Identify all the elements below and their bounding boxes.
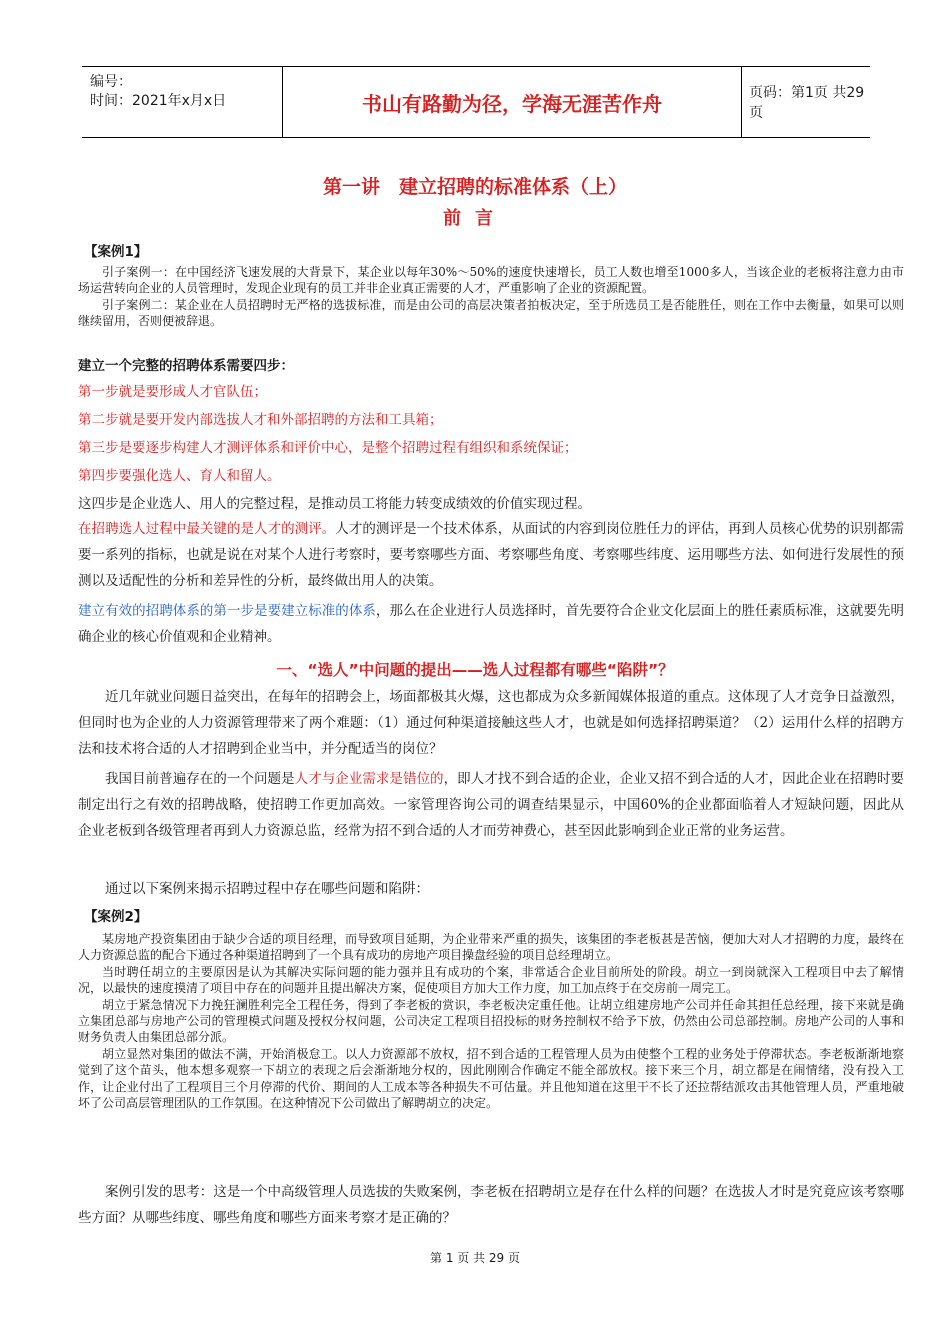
evaluation-highlight: 在招聘选人过程中最关键的是人才的测评。 [78, 521, 336, 537]
reflection-text: 案例引发的思考：这是一个中高级管理人员选拔的失败案例，李老板在招聘胡立是存在什么样的问题？在选拔人才时是究竟应该考察哪些方面？从哪些纬度、哪些角度和哪些方面来考察才是正确的？ [78, 1184, 904, 1226]
case2-paragraph-3: 胡立于紧急情况下力挽狂澜胜利完全工程任务，得到了李老板的赏识，李老板决定重任他。让胡立组建房地产公司并任命其担任总经理，接下来就是确立集团总部与房地产公司的管理模式问题及授权分权问题，公司决定工程项目招投标的财务控制权不给予下放，仍然由公司总部控制。房地产公司的人事和财务负责人由集团总部分派。 [78, 997, 904, 1045]
step-4: 第四步要强化选人、育人和留人。 [78, 468, 281, 484]
case2-block [78, 905, 904, 1111]
evaluation-text: 人才的测评是一个技术体系，从面试的内容到岗位胜任力的评估，再到人员核心优势的识别都需要一系列的指标，也就是说在对某个人进行考察时，要考察哪些方面、考察哪些角度、考察哪些纬度、运用哪些方法、如何进行发展性的预测以及适配性的分析和差异性的分析，最终做出用人的决策。 [78, 521, 905, 589]
standard-text: ，那么在企业进行人员选择时，首先要符合企业文化层面上的胜任素质标准，这就要先明确企业的核心价值观和企业精神。 [78, 603, 905, 645]
mismatch-text: ，即人才找不到合适的企业，企业又招不到合适的人才，因此企业在招聘时要制定出行之有效的招聘战略，使招聘工作更加高效。一家管理咨询公司的调查结果显示，中国60%的企业都面临着人才短缺问题，因此从企业老板到各级管理者再到人力资源总监，经常为招不到合适的人才而劳神费心，甚至因此影响到企业正常的业务运营。 [78, 771, 905, 839]
section-1-heading: 一、“选人”中问题的提出——选人过程都有哪些“陷阱”？ [276, 661, 674, 679]
case2-label: 【案例2】 [84, 909, 148, 925]
reflection-paragraph [78, 1179, 904, 1231]
preface-heading: 前言 [443, 208, 507, 229]
evaluation-paragraph [78, 516, 904, 594]
mismatch-pre: 我国目前普遍存在的一个问题是 [105, 771, 295, 787]
header-left [90, 73, 280, 111]
jobs-paragraph [78, 684, 904, 762]
mismatch-paragraph [78, 766, 904, 844]
jobs-text: 近几年就业问题日益突出，在每年的招聘会上，场面都极其火爆，这也都成为众多新闻媒体报道的重点。这体现了人才竞争日益激烈，但同时也为企业的人力资源管理带来了两个难题：（1）通过何种渠道接触这些人才，也就是如何选择招聘渠道？（2）运用什么样的招聘方法和技术将合适的人才招聘到企业当中，并分配适当的岗位？ [78, 689, 904, 757]
case1-block [78, 240, 904, 330]
intro2-text: 通过以下案例来揭示招聘过程中存在哪些问题和陷阱： [105, 881, 429, 897]
steps-summary: 这四步是企业选人、用人的完整过程，是推动员工将能力转变成绩效的价值实现过程。 [78, 496, 591, 512]
case2-paragraph-1: 某房地产投资集团由于缺少合适的项目经理，而导致项目延期，为企业带来严重的损失，该集团的李老板甚是苦恼，便加大对人才招聘的力度，最终在人力资源总监的配合下通过各种渠道招聘到了一个具有成功的房地产项目操盘经验的项目总经理胡立。 [78, 932, 904, 963]
case1-paragraph-2: 引子案例二：某企业在人员招聘时无严格的选拔标准，而是由公司的高层决策者拍板决定，至于所选员工是否能胜任，则在工作中去衡量，如果可以则继续留用，否则便被辞退。 [78, 297, 904, 329]
standard-paragraph [78, 598, 904, 650]
time-label: 时间：2021年x月x日 [90, 93, 227, 109]
standard-highlight: 建立有效的招聘体系的第一步是要建立标准的体系 [78, 603, 376, 619]
step-3: 第三步是要逐步构建人才测评体系和评价中心，是整个招聘过程有组织和系统保证； [78, 440, 578, 456]
case2-paragraph-4: 胡立显然对集团的做法不满，开始消极怠工。以人力资源部不放权，招不到合适的工程管理人员为由使整个工程的业务处于停滞状态。李老板渐渐地察觉到了这个苗头，他本想多观察一下胡立的表现之后会渐渐地分权的，因此刚刚合作确定不能全部放权。接下来三个月，胡立都是在闹情绪，没有投入工作，让企业付出了工程项目三个月停滞的代价、期间的人工成本等各种损失不可估量。并且他知道在这里干不长了还拉帮结派攻击其他管理人员，严重地破坏了公司高层管理团队的工作氛围。在这种情况下公司做出了解聘胡立的决定。 [78, 1046, 904, 1111]
number-label: 编号： [90, 74, 132, 90]
header-table [82, 66, 870, 138]
step-2: 第二步就是要开发内部选拔人才和外部招聘的方法和工具箱； [78, 412, 443, 428]
case2-paragraph-2: 当时聘任胡立的主要原因是认为其解决实际问题的能力强并且有成功的个案，非常适合企业目前所处的阶段。胡立一到岗就深入工程项目中去了解情况，以最快的速度摸清了项目中存在的问题并且提出解决方案，促使项目方加大工作力度，加工加点终于在交房前一周完工。 [78, 964, 904, 996]
page-footer: 第 1 页 共 29 页 [430, 1251, 520, 1265]
lecture-title: 第一讲 建立招聘的标准体系（上） [322, 176, 627, 198]
step-1: 第一步就是要形成人才官队伍； [78, 384, 267, 400]
header-page-label: 页码：第1页 共29页 [749, 85, 865, 121]
steps-block [78, 354, 904, 518]
mismatch-highlight: 人才与企业需求是错位的 [294, 771, 444, 787]
case1-paragraph-1: 引子案例一：在中国经济飞速发展的大背景下，某企业以每年30%～50%的速度快速增长，员工人数也增至1000多人，当该企业的老板将注意力由市场运营转向企业的人员管理时，发现企业现有的员工并非企业真正需要的人才，严重影响了企业的资源配置。 [78, 265, 904, 296]
case1-label: 【案例1】 [84, 244, 148, 260]
header-motto: 书山有路勤为径，学海无涯苦作舟 [282, 67, 742, 137]
intro2-paragraph [78, 876, 904, 902]
steps-heading: 建立一个完整的招聘体系需要四步： [78, 358, 294, 374]
